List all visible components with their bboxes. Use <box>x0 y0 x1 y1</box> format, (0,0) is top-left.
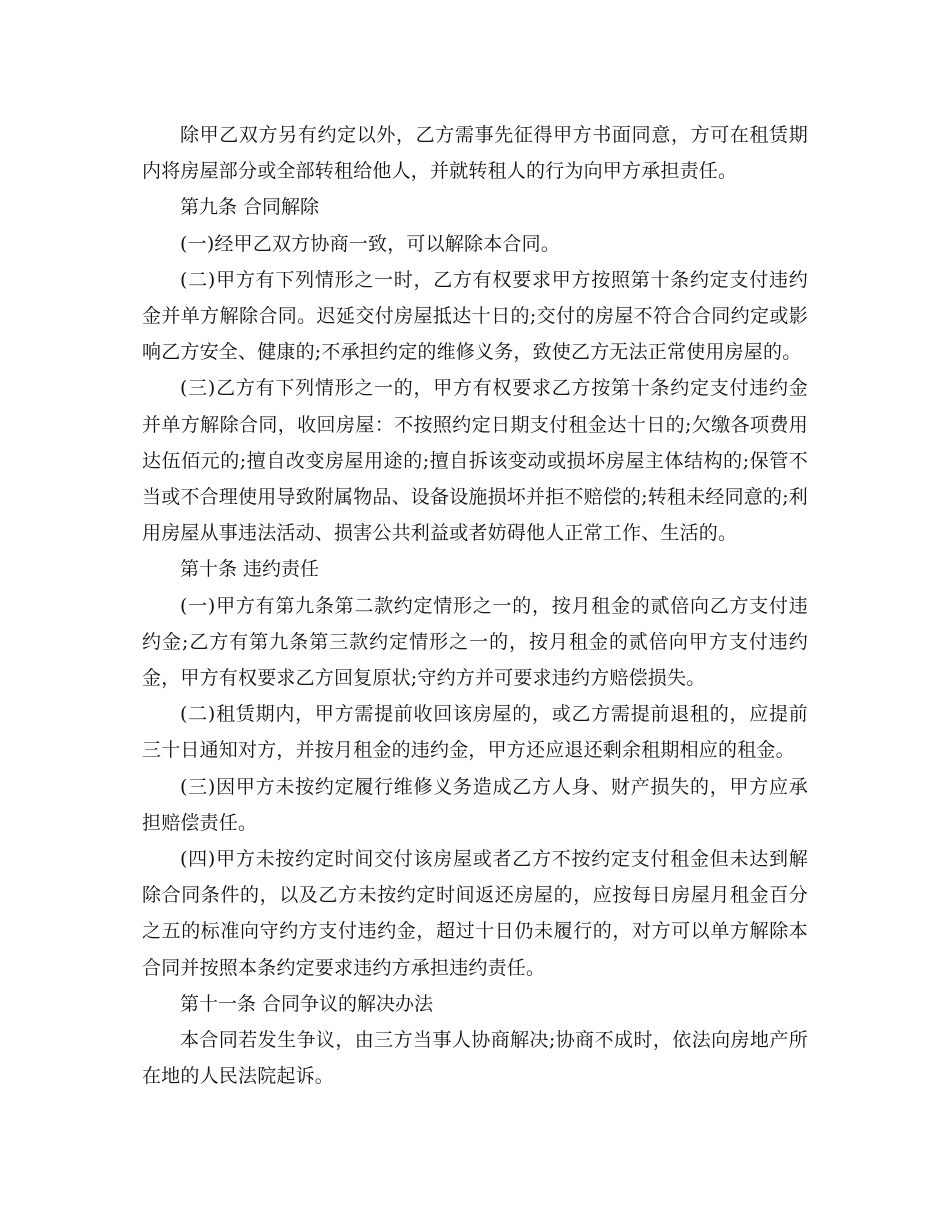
paragraph-sublease: 除甲乙双方另有约定以外，乙方需事先征得甲方书面同意，方可在租赁期内将房屋部分或全部转租给他人，并就转租人的行为向甲方承担责任。 <box>142 124 808 183</box>
paragraph-liability-1: (一)甲方有第九条第二款约定情形之一的，按月租金的贰倍向乙方支付违约金;乙方有第九条第三款约定情形之一的，按月租金的贰倍向甲方支付违约金，甲方有权要求乙方回复原状;守约方并可要求违约方赔偿损失。 <box>142 594 808 690</box>
section-heading-article-11: 第十一条 合同争议的解决办法 <box>180 992 434 1015</box>
paragraph-liability-2: (二)租赁期内，甲方需提前收回该房屋的，或乙方需提前退租的，应提前三十日通知对方，并按月租金的违约金，甲方还应退还剩余租期相应的租金。 <box>142 703 808 762</box>
paragraph-dispute-resolution: 本合同若发生争议，由三方当事人协商解决;协商不成时，依法向房地产所在地的人民法院起诉。 <box>142 1029 808 1088</box>
paragraph-termination-party-a: (二)甲方有下列情形之一时，乙方有权要求甲方按照第十条约定支付违约金并单方解除合同。迟延交付房屋抵达十日的;交付的房屋不符合合同约定或影响乙方安全、健康的;不承担约定的维修义务，致使乙方无法正常使用房屋的。 <box>142 268 808 364</box>
paragraph-liability-3: (三)因甲方未按约定履行维修义务造成乙方人身、财产损失的，甲方应承担赔偿责任。 <box>142 775 808 834</box>
section-heading-article-10: 第十条 违约责任 <box>180 558 320 581</box>
paragraph-termination-mutual: (一)经甲乙双方协商一致，可以解除本合同。 <box>180 232 561 255</box>
section-heading-article-9: 第九条 合同解除 <box>180 196 320 219</box>
paragraph-liability-4: (四)甲方未按约定时间交付该房屋或者乙方不按约定支付租金但未达到解除合同条件的，以及乙方未按约定时间返还房屋的，应按每日房屋月租金百分之五的标准向守约方支付违约金，超过十日仍未履行的，对方可以单方解除本合同并按照本条约定要求违约方承担违约责任。 <box>142 848 808 979</box>
paragraph-termination-party-b: (三)乙方有下列情形之一的，甲方有权要求乙方按第十条约定支付违约金并单方解除合同，收回房屋：不按照约定日期支付租金达十日的;欠缴各项费用达伍佰元的;擅自改变房屋用途的;擅自拆该变动或损坏房屋主体结构的;保管不当或不合理使用导致附属物品、设备设施损坏并拒不赔偿的;转租未经同意的;利用房屋从事违法活动、损害公共利益或者妨碍他人正常工作、生活的。 <box>142 377 809 545</box>
document-body <box>142 117 808 1094</box>
